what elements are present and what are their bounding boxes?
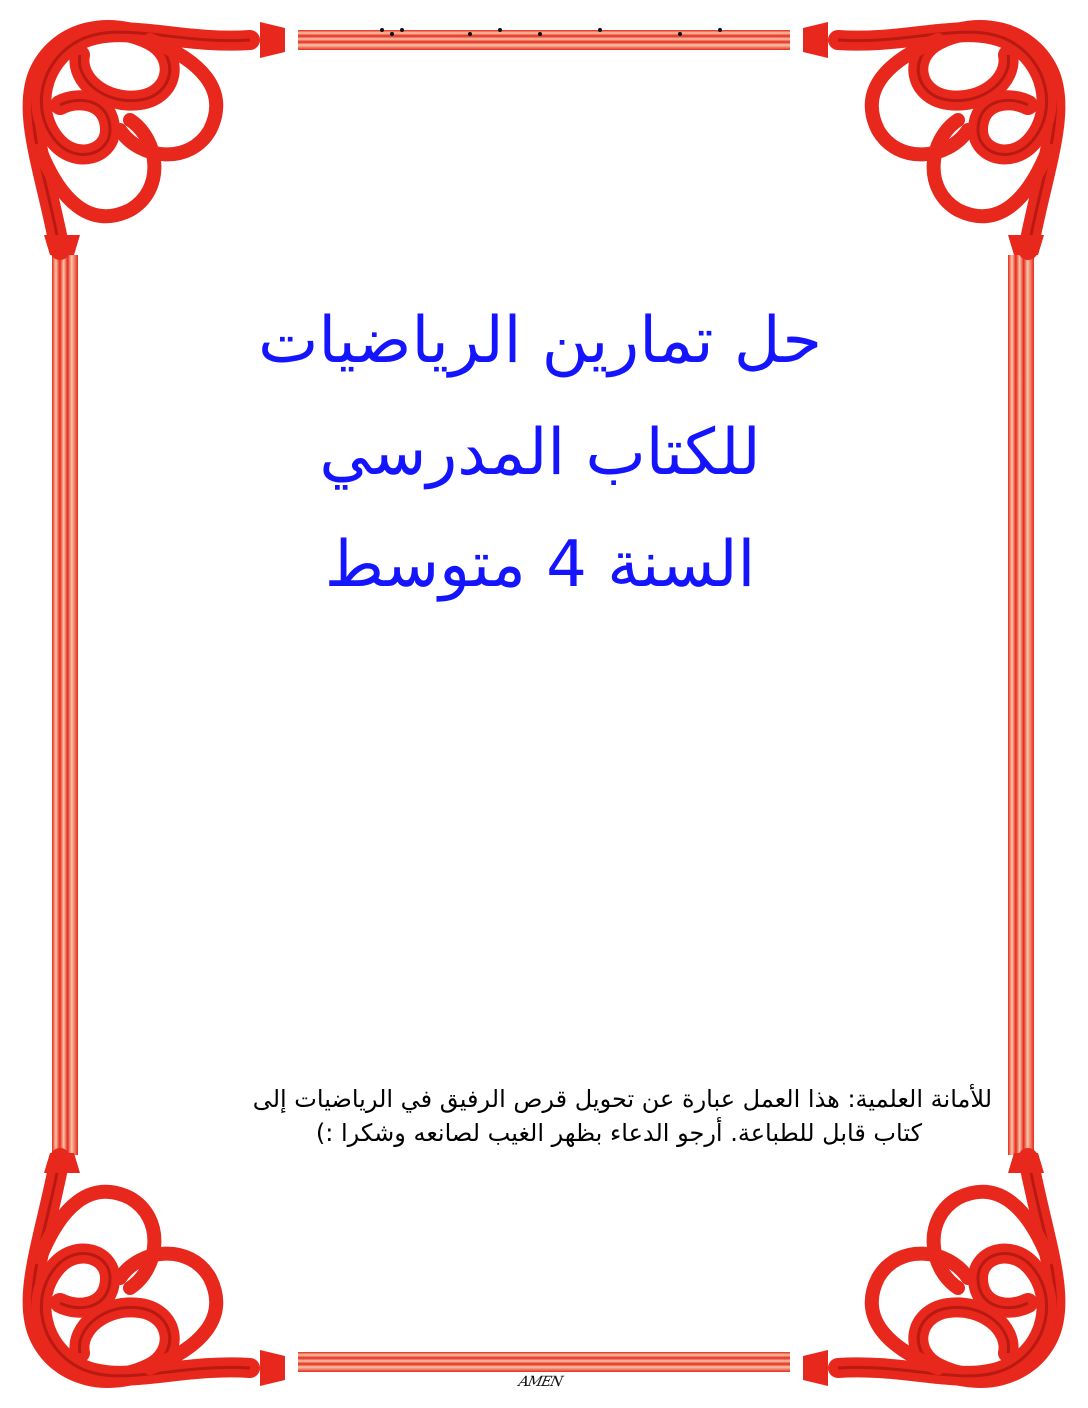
note-line-1: للأمانة العلمية: هذا العمل عبارة عن تحويل قرص الرفيق في الرياضيات إلى [252, 1085, 992, 1113]
note-line-2: كتاب قابل للطباعة. أرجو الدعاء بظهر الغيب لصانعه وشكرا :) [315, 1119, 922, 1147]
cover-title [180, 285, 900, 621]
frame-top-bar [298, 30, 790, 50]
frame-bottom-bar [298, 1352, 790, 1372]
title-line-2: للكتاب المدرسي [319, 416, 761, 490]
title-line-3: السنة 4 متوسط [324, 528, 756, 602]
title-line-1: حل تمارين الرياضيات [258, 304, 822, 378]
author-signature: AMEN [517, 1374, 564, 1390]
frame-right-bar [1008, 255, 1034, 1155]
integrity-note [120, 1082, 992, 1150]
frame-left-bar [52, 255, 78, 1155]
